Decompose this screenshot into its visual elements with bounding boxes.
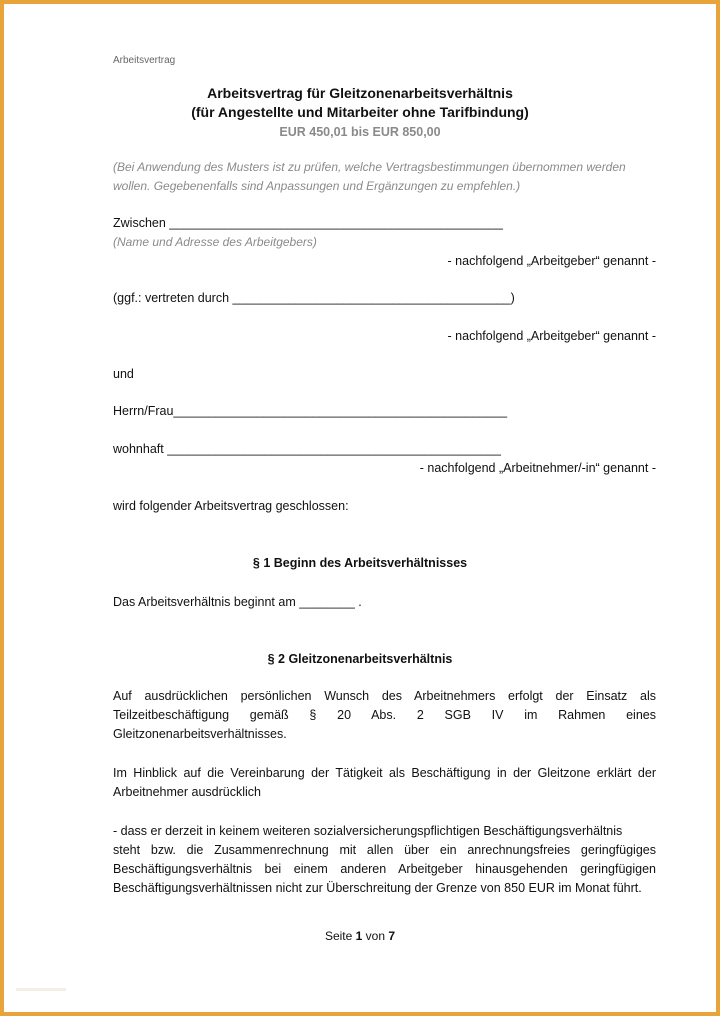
employer-named: - nachfolgend „Arbeitgeber“ genannt - bbox=[447, 254, 656, 268]
document-title: Arbeitsvertrag für Gleitzonenarbeitsverhältnis bbox=[207, 85, 513, 101]
usage-note-line-1: (Bei Anwendung des Musters ist zu prüfen, welche Vertragsbestimmungen übernommen werden bbox=[113, 160, 626, 174]
usage-note-line-2: wollen. Gegebenenfalls sind Anpassungen und Ergänzungen zu empfehlen.) bbox=[113, 179, 521, 193]
section-1-heading: § 1 Beginn des Arbeitsverhältnisses bbox=[252, 556, 468, 570]
salary-range: EUR 450,01 bis EUR 850,00 bbox=[279, 125, 441, 139]
section-2-p1-line-3: Gleitzonenarbeitsverhältnisses. bbox=[113, 727, 287, 741]
employee-named: - nachfolgend „Arbeitnehmer/-in“ genannt - bbox=[419, 461, 656, 475]
employer-named-2: - nachfolgend „Arbeitgeber“ genannt - bbox=[447, 329, 656, 343]
section-2-p3-line-3: Beschäftigungsverhältnis bei einem anderen Arbeitgeber hinausgehenden geringfügigen bbox=[113, 862, 656, 876]
section-1-text: Das Arbeitsverhältnis beginnt am ________ . bbox=[113, 595, 362, 609]
page-footer bbox=[0, 929, 720, 944]
section-2-p3-line-4: Beschäftigungsverhältnissen nicht zur Überschreitung der Grenze von 850 EUR im Monat führt. bbox=[113, 881, 642, 895]
header-label: Arbeitsvertrag bbox=[113, 55, 176, 66]
between-line: Zwischen ________________________________________________ bbox=[113, 216, 503, 230]
section-2-p1-line-1: Auf ausdrücklichen persönlichen Wunsch des Arbeitnehmers erfolgt der Einsatz als bbox=[113, 689, 656, 703]
and-label: und bbox=[113, 367, 134, 381]
footer-middle: von bbox=[365, 929, 386, 943]
represented-line: (ggf.: vertreten durch ________________________________________) bbox=[113, 291, 515, 305]
residence-line: wohnhaft ________________________________________________ bbox=[113, 442, 501, 456]
footer-prefix: Seite bbox=[324, 929, 353, 943]
section-2-p3-line-2: steht bzw. die Zusammenrechnung mit allen über ein anrechnungsfreies geringfügiges bbox=[113, 843, 656, 857]
section-2-p2-line-2: Arbeitnehmer ausdrücklich bbox=[113, 785, 261, 799]
section-2-p3-line-1: - dass er derzeit in keinem weiteren sozialversicherungspflichtigen Beschäftigungsverhältnis bbox=[113, 824, 623, 838]
section-2-p1-line-2: Teilzeitbeschäftigung gemäß § 20 Abs. 2 SGB IV im Rahmen eines bbox=[113, 708, 656, 722]
faint-watermark-mark bbox=[16, 988, 66, 991]
footer-page-number: 1 bbox=[355, 929, 363, 943]
document-subtitle: (für Angestellte und Mitarbeiter ohne Tarifbindung) bbox=[191, 104, 529, 120]
concluded-line: wird folgender Arbeitsvertrag geschlossen: bbox=[113, 499, 349, 513]
footer-total-pages: 7 bbox=[388, 929, 396, 943]
employer-hint: (Name und Adresse des Arbeitgebers) bbox=[113, 235, 317, 249]
section-2-p2-line-1: Im Hinblick auf die Vereinbarung der Tätigkeit als Beschäftigung in der Gleitzone erklärt der bbox=[113, 766, 656, 780]
section-2-heading: § 2 Gleitzonenarbeitsverhältnis bbox=[267, 652, 453, 666]
person-line: Herrn/Frau________________________________________________ bbox=[113, 404, 508, 418]
